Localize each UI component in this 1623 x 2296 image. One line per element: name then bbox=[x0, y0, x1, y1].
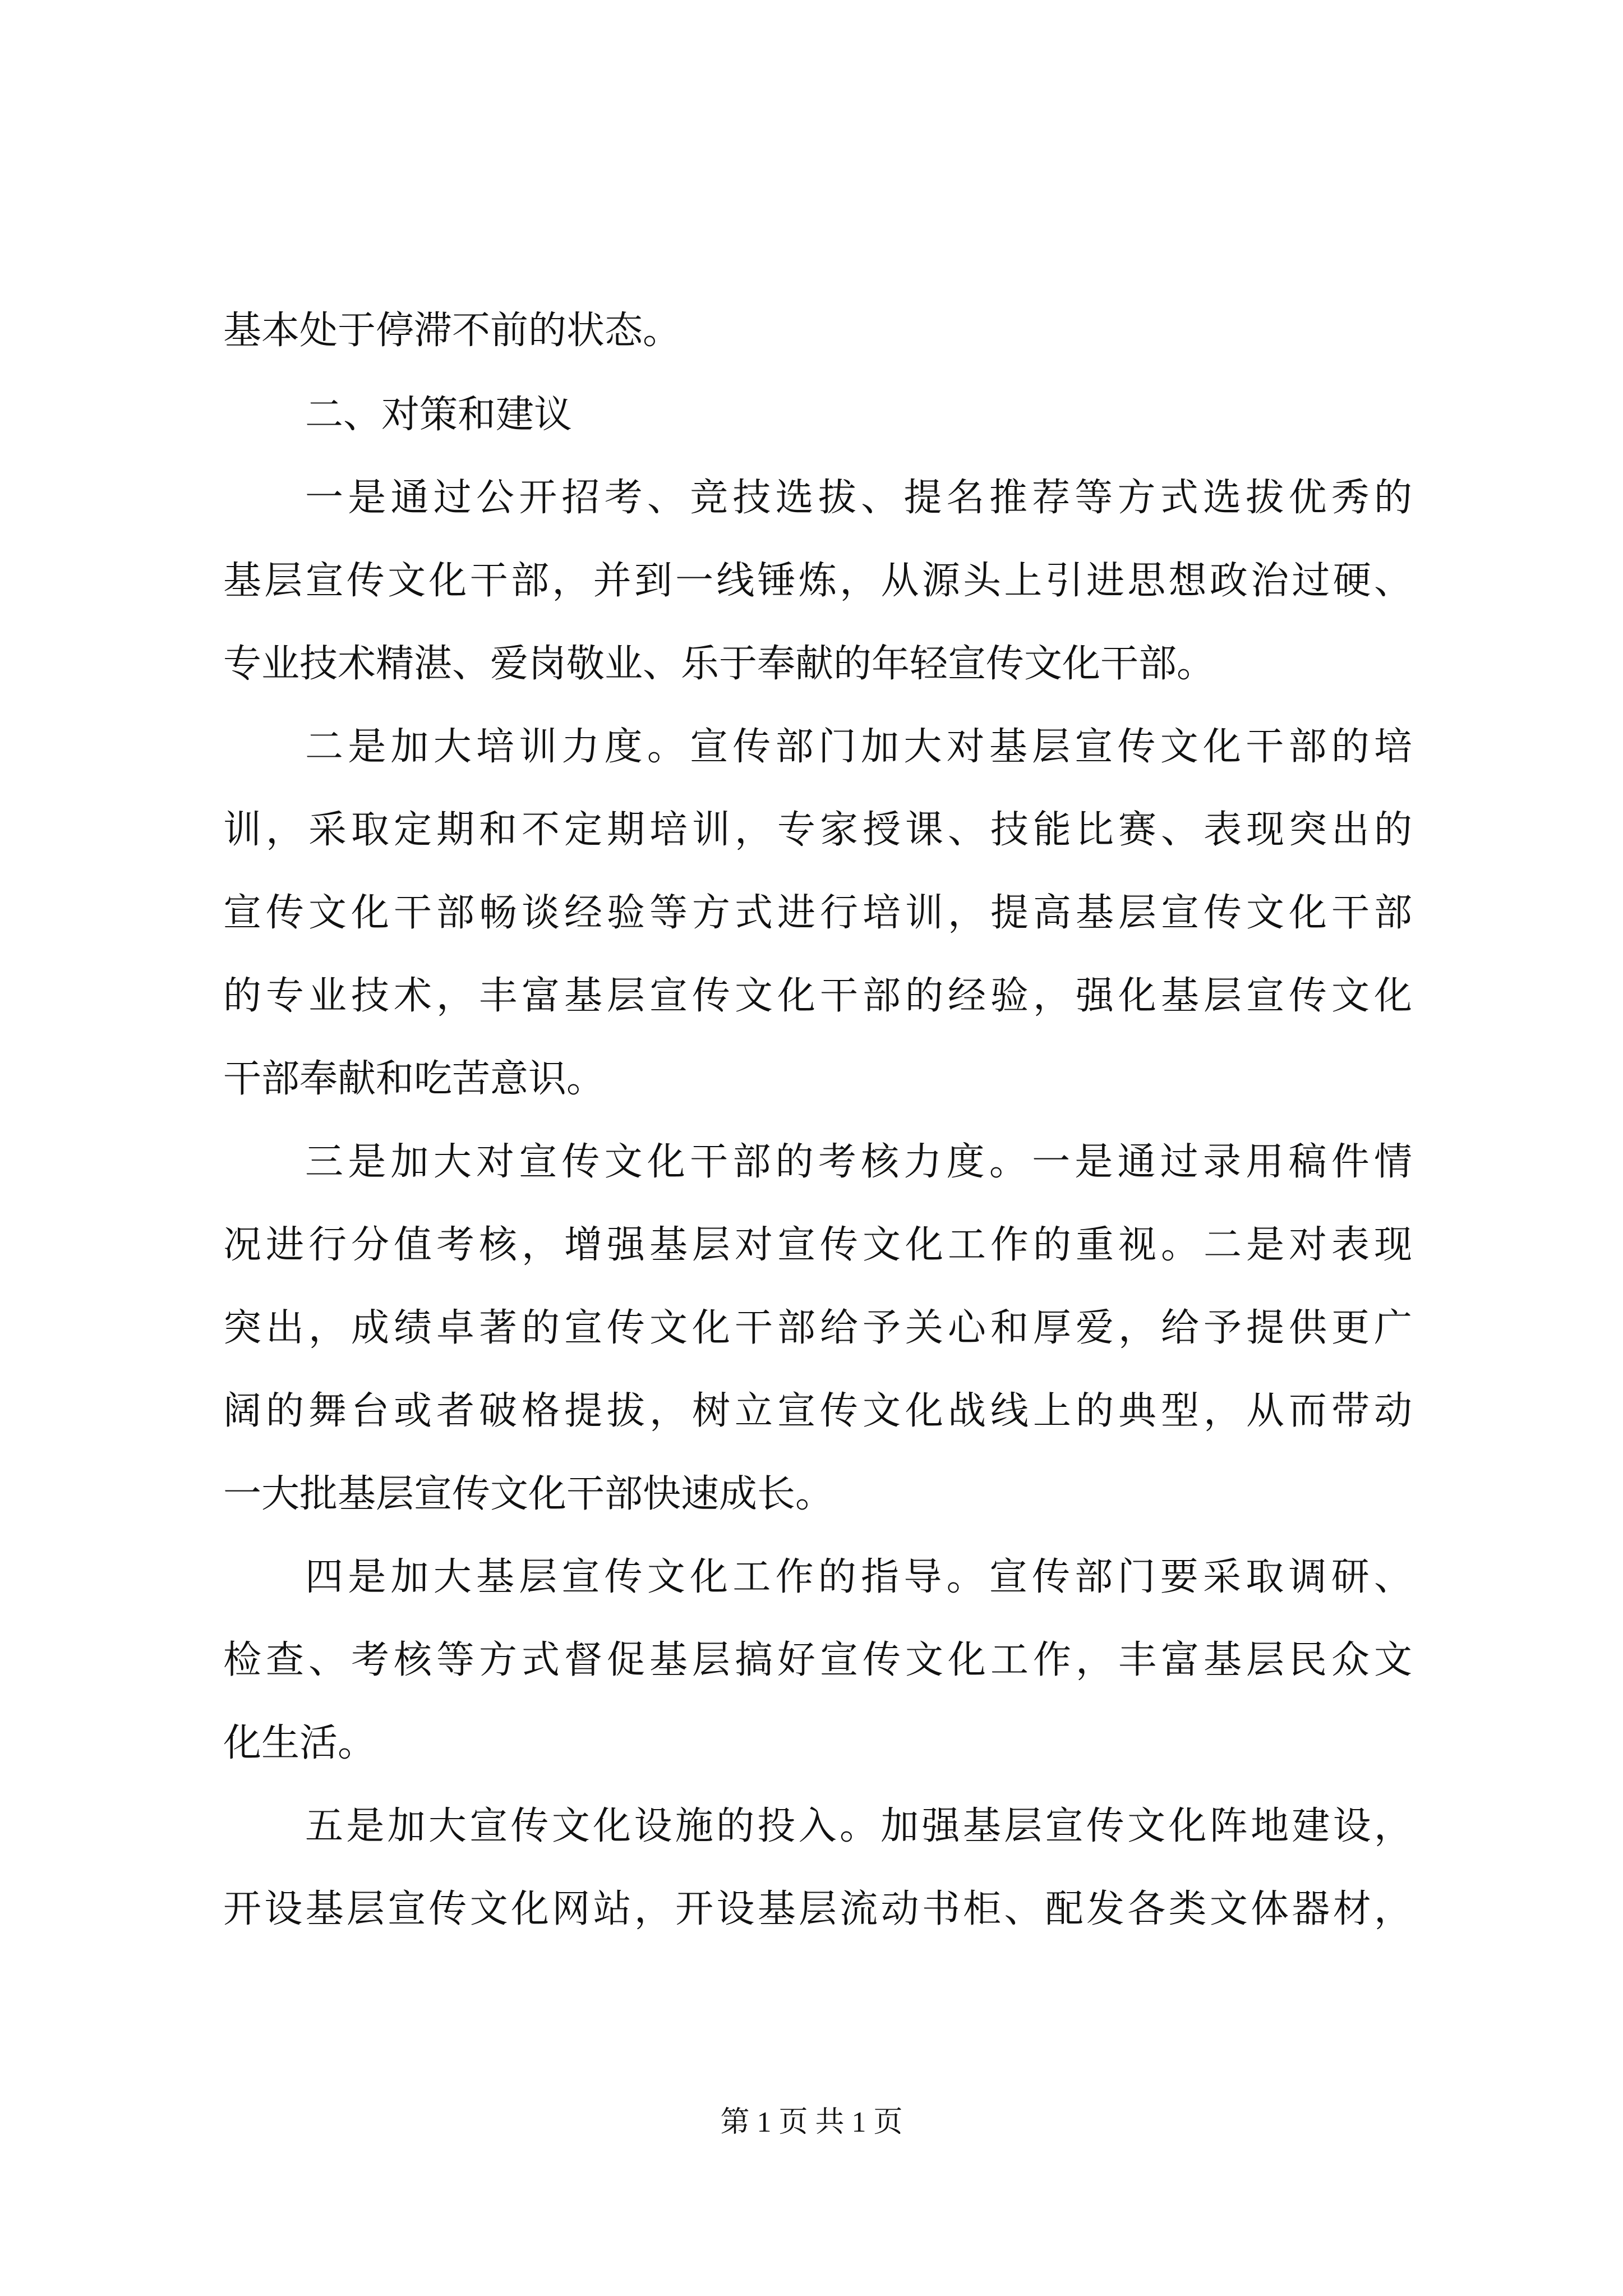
body-text-line: 基层宣传文化干部，并到一线锤炼，从源头上引进思想政治过硬、 bbox=[223, 559, 1412, 603]
body-text-line: 干部奉献和吃苦意识。 bbox=[223, 1057, 605, 1101]
body-text-line: 一大批基层宣传文化干部快速成长。 bbox=[223, 1472, 834, 1516]
body-text-line: 阔的舞台或者破格提拔，树立宣传文化战线上的典型，从而带动 bbox=[223, 1389, 1412, 1433]
body-text-line: 一是通过公开招考、竞技选拔、提名推荐等方式选拔优秀的 bbox=[305, 476, 1412, 520]
body-text-line: 三是加大对宣传文化干部的考核力度。一是通过录用稿件情 bbox=[305, 1140, 1412, 1184]
body-text-line: 基本处于停滞不前的状态。 bbox=[223, 309, 681, 353]
body-text-line: 检查、考核等方式督促基层搞好宣传文化工作，丰富基层民众文 bbox=[223, 1638, 1412, 1682]
body-text-line: 的专业技术，丰富基层宣传文化干部的经验，强化基层宣传文化 bbox=[223, 974, 1412, 1018]
body-text-line: 五是加大宣传文化设施的投入。加强基层宣传文化阵地建设， bbox=[305, 1804, 1412, 1848]
body-text-line: 训，采取定期和不定期培训，专家授课、技能比赛、表现突出的 bbox=[223, 808, 1412, 852]
body-text-line: 开设基层宣传文化网站，开设基层流动书柜、配发各类文体器材， bbox=[223, 1887, 1412, 1931]
section-heading: 二、对策和建议 bbox=[305, 393, 573, 437]
page-number-footer: 第 1 页 共 1 页 bbox=[720, 2106, 903, 2138]
body-text-line: 四是加大基层宣传文化工作的指导。宣传部门要采取调研、 bbox=[305, 1555, 1412, 1599]
body-text-line: 化生活。 bbox=[223, 1721, 376, 1765]
body-text-line: 突出，成绩卓著的宣传文化干部给予关心和厚爱，给予提供更广 bbox=[223, 1306, 1412, 1350]
body-text-line: 二是加大培训力度。宣传部门加大对基层宣传文化干部的培 bbox=[305, 725, 1412, 769]
body-text-line: 况进行分值考核，增强基层对宣传文化工作的重视。二是对表现 bbox=[223, 1223, 1412, 1267]
body-text-line: 宣传文化干部畅谈经验等方式进行培训，提高基层宣传文化干部 bbox=[223, 891, 1412, 935]
body-text-line: 专业技术精湛、爱岗敬业、乐于奉献的年轻宣传文化干部。 bbox=[223, 642, 1215, 686]
